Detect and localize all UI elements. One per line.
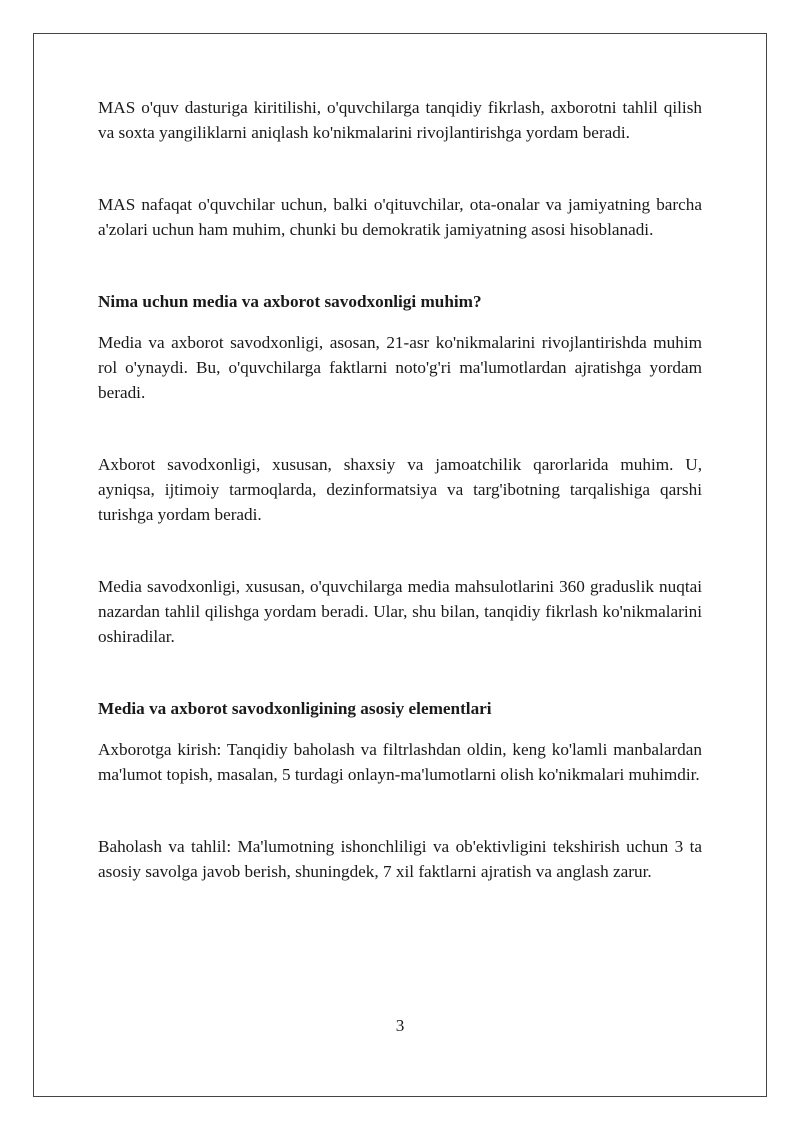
heading-why-important: Nima uchun media va axborot savodxonligi muhim? [98, 292, 482, 311]
paragraph-21st-century-skills: Media va axborot savodxonligi, asosan, 21-asr ko'nikmalarini rivojlantirishda muhim rol o'ynaydi. Bu, o'quvchilarga faktlarni noto'g'ri ma'lumotlardan ajratishga yordam beradi. [98, 333, 702, 402]
paragraph-access-to-information: Axborotga kirish: Tanqidiy baholash va filtrlashdan oldin, keng ko'lamli manbalardan ma'lumot topish, masalan, 5 turdagi onlayn-ma'lumotlarni olish ko'nikmalari muhimdir. [98, 740, 702, 784]
document-body [98, 95, 702, 884]
paragraph-evaluation-analysis: Baholash va tahlil: Ma'lumotning ishonchliligi va ob'ektivligini tekshirish uchun 3 ta asosiy savolga javob berish, shuningdek, 7 xil faktlarni ajratish va anglash zarur. [98, 837, 702, 881]
paragraph-mas-curriculum: MAS o'quv dasturiga kiritilishi, o'quvchilarga tanqidiy fikrlash, axborotni tahlil qilish va soxta yangiliklarni aniqlash ko'nikmalarini rivojlantirishga yordam beradi. [98, 98, 702, 142]
page-number: 3 [395, 1016, 405, 1035]
paragraph-mas-importance: MAS nafaqat o'quvchilar uchun, balki o'qituvchilar, ota-onalar va jamiyatning barcha a'zolari uchun ham muhim, chunki bu demokratik jamiyatning asosi hisoblanadi. [98, 195, 702, 239]
paragraph-media-literacy: Media savodxonligi, xususan, o'quvchilarga media mahsulotlarini 360 graduslik nuqtai nazardan tahlil qilishga yordam beradi. Ular, shu bilan, tanqidiy fikrlash ko'nikmalarini oshiradilar. [98, 577, 702, 646]
heading-main-elements: Media va axborot savodxonligining asosiy elementlari [98, 699, 492, 718]
paragraph-information-literacy: Axborot savodxonligi, xususan, shaxsiy va jamoatchilik qarorlarida muhim. U, ayniqsa, ijtimoiy tarmoqlarda, dezinformatsiya va targ'ibotning tarqalishiga qarshi turishga yordam beradi. [98, 455, 702, 524]
